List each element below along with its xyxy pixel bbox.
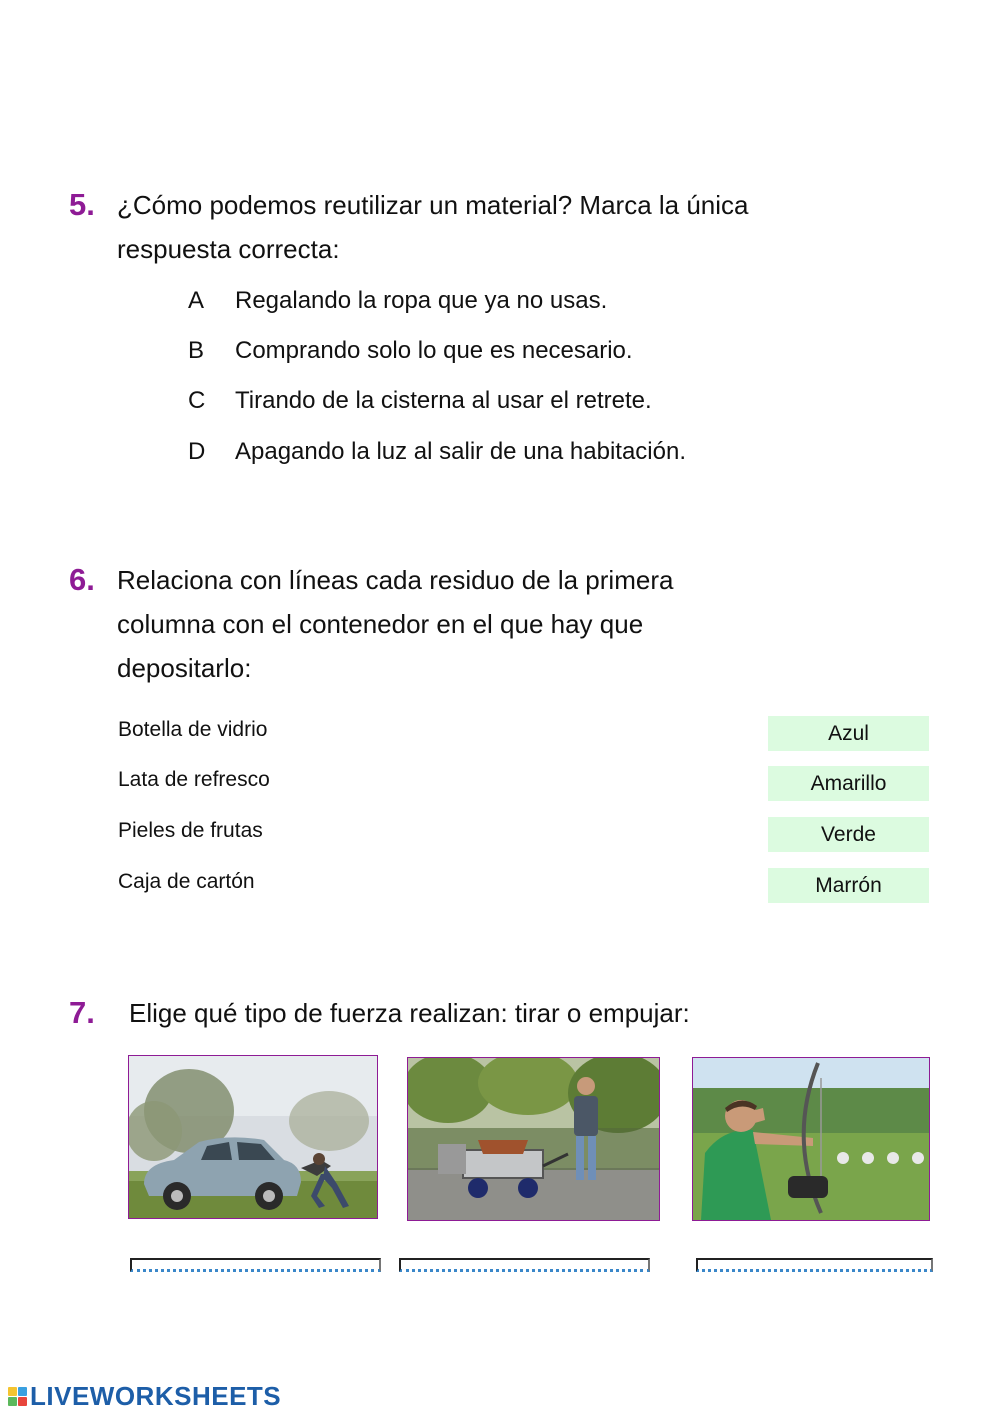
- option-a[interactable]: [188, 287, 607, 315]
- option-d[interactable]: [188, 438, 686, 466]
- waste-item-cardboard-box[interactable]: Caja de cartón: [118, 870, 255, 893]
- logo-text: LIVEWORKSHEETS: [30, 1381, 282, 1411]
- question-5-line-2: respuesta correcta:: [117, 234, 340, 264]
- answer-field-3[interactable]: [696, 1258, 933, 1272]
- option-text: Comprando solo lo que es necesario.: [235, 337, 633, 364]
- container-marron[interactable]: Marrón: [768, 868, 929, 903]
- question-5-text: [117, 183, 749, 271]
- logo-square-red: [18, 1397, 27, 1406]
- cart-pull-illustration: [408, 1058, 659, 1220]
- question-6-line-1: Relaciona con líneas cada residuo de la primera: [117, 565, 674, 595]
- logo-square-green: [8, 1397, 17, 1406]
- photo-archer: [692, 1057, 930, 1221]
- answer-field-2[interactable]: [399, 1258, 650, 1272]
- photo-pushing-car: [128, 1055, 378, 1219]
- option-text: Regalando la ropa que ya no usas.: [235, 287, 608, 314]
- archer-illustration: [693, 1058, 929, 1220]
- logo-grid-icon: [8, 1387, 27, 1406]
- container-amarillo[interactable]: Amarillo: [768, 766, 929, 801]
- question-6-line-3: depositarlo:: [117, 653, 252, 683]
- option-letter: A: [188, 287, 205, 314]
- container-azul[interactable]: Azul: [768, 716, 929, 751]
- liveworksheets-logo[interactable]: [8, 1381, 281, 1412]
- container-verde[interactable]: Verde: [768, 817, 929, 852]
- option-letter: C: [188, 387, 206, 414]
- option-b[interactable]: [188, 337, 633, 365]
- photo-pulling-cart: [407, 1057, 660, 1221]
- option-letter: D: [188, 438, 206, 465]
- question-6-text: [117, 558, 673, 690]
- question-5-line-1: ¿Cómo podemos reutilizar un material? Marca la única: [117, 190, 749, 220]
- waste-item-glass-bottle[interactable]: Botella de vidrio: [118, 718, 268, 741]
- option-letter: B: [188, 337, 205, 364]
- option-c[interactable]: [188, 387, 652, 415]
- question-6-number: 6.: [69, 562, 95, 597]
- question-5-number: 5.: [69, 187, 95, 222]
- question-7-text: Elige qué tipo de fuerza realizan: tirar o empujar:: [129, 998, 690, 1028]
- answer-field-1[interactable]: [130, 1258, 381, 1272]
- waste-item-fruit-peels[interactable]: Pieles de frutas: [118, 819, 263, 842]
- question-7-number: 7.: [69, 995, 95, 1030]
- question-6-line-2: columna con el contenedor en el que hay que: [117, 609, 644, 639]
- logo-square-yellow: [8, 1387, 17, 1396]
- option-text: Tirando de la cisterna al usar el retrete.: [235, 387, 652, 414]
- logo-square-blue: [18, 1387, 27, 1396]
- option-text: Apagando la luz al salir de una habitación.: [235, 438, 686, 465]
- waste-item-can[interactable]: Lata de refresco: [118, 768, 270, 791]
- car-push-illustration: [129, 1056, 377, 1218]
